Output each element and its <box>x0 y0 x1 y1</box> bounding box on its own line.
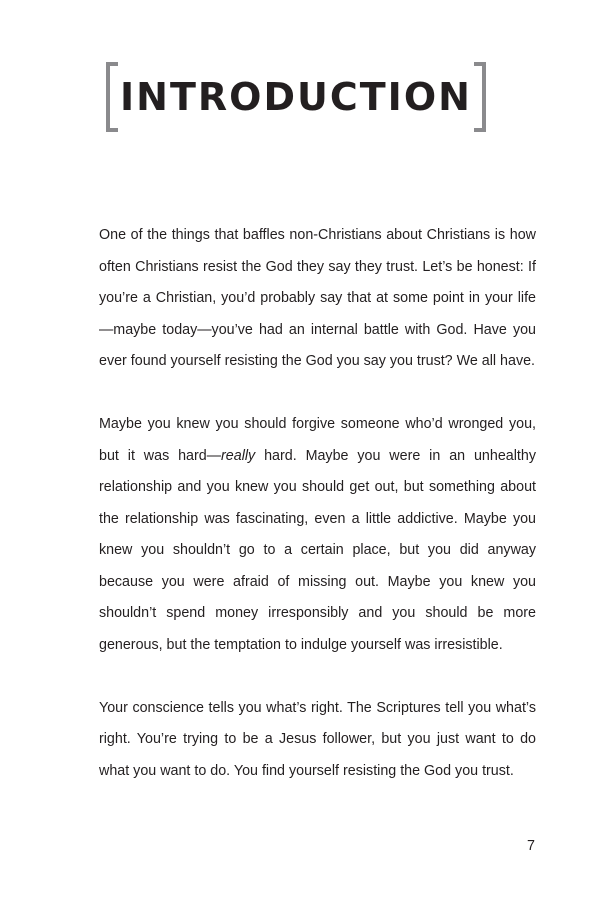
paragraph-2-text-after: hard. Maybe you were in an unhealthy relationship and you knew you should get out, but something about the relationship was fascinating, even a little addictive. Maybe you knew you shouldn’t go to a certain place, but you did anyway because you were afraid of missing out. Maybe you knew you shouldn’t spend money irresponsibly and you should be more generous, but the temptation to indulge yourself was irresistible. <box>99 447 536 653</box>
chapter-heading-brackets <box>106 62 486 138</box>
body-text <box>99 220 536 819</box>
chapter-heading <box>0 62 592 138</box>
paragraph-2 <box>99 409 536 661</box>
page-number: 7 <box>527 838 535 854</box>
paragraph-2-emphasis: really <box>221 447 256 464</box>
chapter-title: INTRODUCTION <box>120 75 472 119</box>
right-bracket <box>474 62 486 132</box>
paragraph-1: One of the things that baffles non-Christians about Christians is how often Christians resist the God they say they trust. Let’s be honest: If you’re a Christian, you’d probably say that at some point in your life—maybe today—you’ve had an internal battle with God. Have you ever found yourself resisting the God you say you trust? We all have. <box>99 227 536 369</box>
left-bracket <box>106 62 118 132</box>
paragraph-3: Your conscience tells you what’s right. The Scriptures tell you what’s right. You’re trying to be a Jesus follower, but you just want to do what you want to do. You find yourself resisting the God you trust. <box>99 699 536 779</box>
paragraph-2-text-before: Maybe you knew you should forgive someone who’d wronged you, but it was hard— <box>99 416 536 464</box>
